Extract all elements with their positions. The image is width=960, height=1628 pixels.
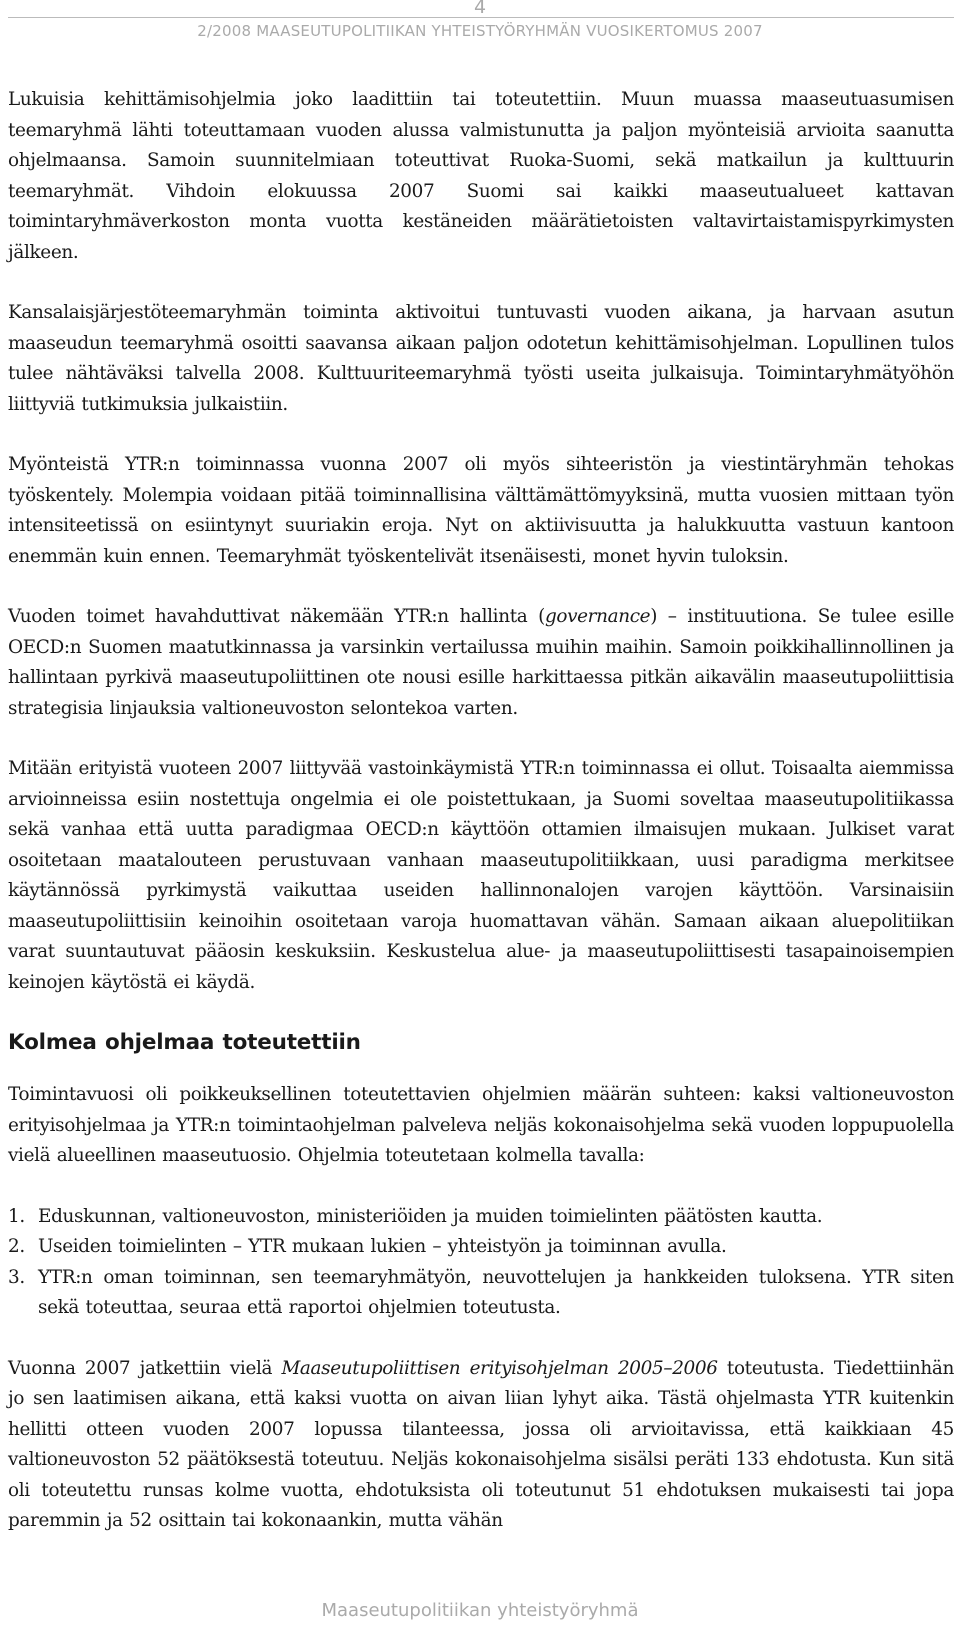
governance-italic: governance [544, 606, 651, 627]
header-rule [8, 17, 954, 18]
governance-text-before: Vuoden toimet havahduttivat näkemään YTR:n hallinta ( [8, 606, 545, 627]
list-item [8, 1263, 954, 1324]
paragraph-setbacks: Mitään erityistä vuoteen 2007 liittyvää vastoinkäymistä YTR:n toiminnassa ei ollut. Toisaalta aiemmissa arvioinneissa esiin nostettuja ongelmia ei ole poistettukaan, ja Suomi soveltaa maaseutupolitiikassa sekä vanhaa että uutta paradigmaa OECD:n käyttöön ottamien ilmaisujen mukaan. Julkiset varat osoitetaan maatalouteen perustuvaan vanhaan maaseutupolitiikkaan, uusi paradigma merkitsee käytännössä pyrkimystä vaikuttaa useiden hallinnonalojen varojen käyttöön. Varsinaisiin maaseutupoliittisiin keinoihin osoitetaan varoja huomattavan vähän. Samaan aikaan aluepolitiikan varat suuntautuvat pääosin keskuksiin. Keskustelua alue- ja maaseutupoliittisesti tasapainoisempien keinojen käytöstä ei käydä. [8, 758, 954, 993]
special-programme-text-before: Vuonna 2007 jatkettiin vielä [8, 1357, 282, 1379]
list-item-number: 2. [8, 1236, 25, 1257]
governance-text-after: ) – instituutiona. Se tulee esille OECD:n Suomen maatutkinnassa ja varsinkin vertailussa muihin maihin. Samoin poikkihallinnollinen ja hallintaan pyrkivä maaseutupoliittinen ote nousi esille harkittaessa pitkän aikavälin maaseutupoliittisia strategisia linjauksia valtioneuvoston selontekoa varten. [8, 606, 954, 719]
special-programme-italic: Maaseutupoliittisen erityisohjelman 2005–2006 [281, 1357, 718, 1379]
list-item-number: 3. [8, 1266, 25, 1288]
paragraph-special-programme [8, 1354, 954, 1537]
list-item-text: YTR:n oman toiminnan, sen teemaryhmätyön, neuvottelujen ja hankkeiden tuloksena. YTR siten sekä toteuttaa, seuraa että raportoi ohjelmien toteutusta. [38, 1266, 954, 1318]
paragraph-governance [8, 602, 954, 724]
section-heading: Kolmea ohjelmaa toteutettiin [8, 1030, 361, 1055]
paragraph-theme-groups: Kansalaisjärjestöteemaryhmän toiminta aktivoitui tuntuvasti vuoden aikana, ja harvaan asutun maaseudun teemaryhmä osoitti saavansa aikaan paljon odotetun kehittämisohjelman. Lopullinen tulos tulee nähtäväksi talvella 2008. Kulttuuriteemaryhmä työsti useita julkaisuja. Toimintaryhmätyöhön liittyviä tutkimuksia julkaistiin. [8, 302, 954, 415]
list-item-text: Eduskunnan, valtioneuvoston, ministeriöiden ja muiden toimielinten päätösten kautta. [38, 1205, 823, 1227]
paragraph-programmes-intro: Toimintavuosi oli poikkeuksellinen toteutettavien ohjelmien määrän suhteen: kaksi valtioneuvoston erityisohjelmaa ja YTR:n toimintaohjelman palveleva neljäs kokonaisohjelma sekä vuoden loppupuolella vielä alueellinen maaseutuosio. Ohjelmia toteutetaan kolmella tavalla: [8, 1084, 954, 1166]
running-header: 2/2008 MAASEUTUPOLITIIKAN YHTEISTYÖRYHMÄN VUOSIKERTOMUS 2007 [197, 22, 763, 40]
list-item [8, 1202, 954, 1233]
paragraph-development-programmes: Lukuisia kehittämisohjelmia joko laadittiin tai toteutettiin. Muun muassa maaseutuasumisen teemaryhmä lähti toteuttamaan vuoden alussa valmistunutta ja paljon myönteisiä arvioita saanutta ohjelmaansa. Samoin suunnitelmiaan toteuttivat Ruoka-Suomi, sekä matkailun ja kulttuurin teemaryhmät. Vihdoin elokuussa 2007 Suomi sai kaikki maaseutualueet kattavan toimintaryhmäverkoston monta vuotta kestäneiden määrätietoisten valtavirtaistamispyrkimysten jälkeen. [8, 89, 954, 263]
body-text [8, 85, 954, 1537]
paragraph-secretariat: Myönteistä YTR:n toiminnassa vuonna 2007 oli myös sihteeristön ja viestintäryhmän tehokas työskentely. Molempia voidaan pitää toiminnallisina välttämättömyyksinä, mutta vuosien mittaan työn intensiteetissä on esiintynyt suuriakin eroja. Nyt on aktiivisuutta ja halukkuutta vastuun kantoon enemmän kuin ennen. Teemaryhmät työskentelivät itsenäisesti, monet hyvin tuloksin. [8, 454, 954, 567]
list-item-number: 1. [8, 1205, 25, 1227]
list-item-text: Useiden toimielinten – YTR mukaan lukien – yhteistyön ja toiminnan avulla. [38, 1236, 727, 1257]
implementation-methods-list [8, 1202, 954, 1324]
page-number: 4 [473, 0, 487, 18]
special-programme-text-after: toteutusta. Tiedettiinhän jo sen laatimisen aikana, että kaksi vuotta on aivan liian lyhyt aika. Tästä ohjelmasta YTR kuitenkin hellitti otteen vuoden 2007 lopussa tilanteessa, jossa oli arvioitavissa, että kaikkiaan 45 valtioneuvoston 52 päätöksestä toteutuu. Neljäs kokonaisohjelma sisälsi peräti 133 ehdotusta. Kun sitä oli toteutettu runsas kolme vuotta, ehdotuksista oli toteutunut 51 ehdotuksen mukaisesti tai jopa paremmin ja 52 osittain tai kokonaankin, mutta vähän [8, 1357, 954, 1531]
page-footer: Maaseutupolitiikan yhteistyöryhmä [321, 1600, 639, 1621]
list-item [8, 1232, 954, 1263]
